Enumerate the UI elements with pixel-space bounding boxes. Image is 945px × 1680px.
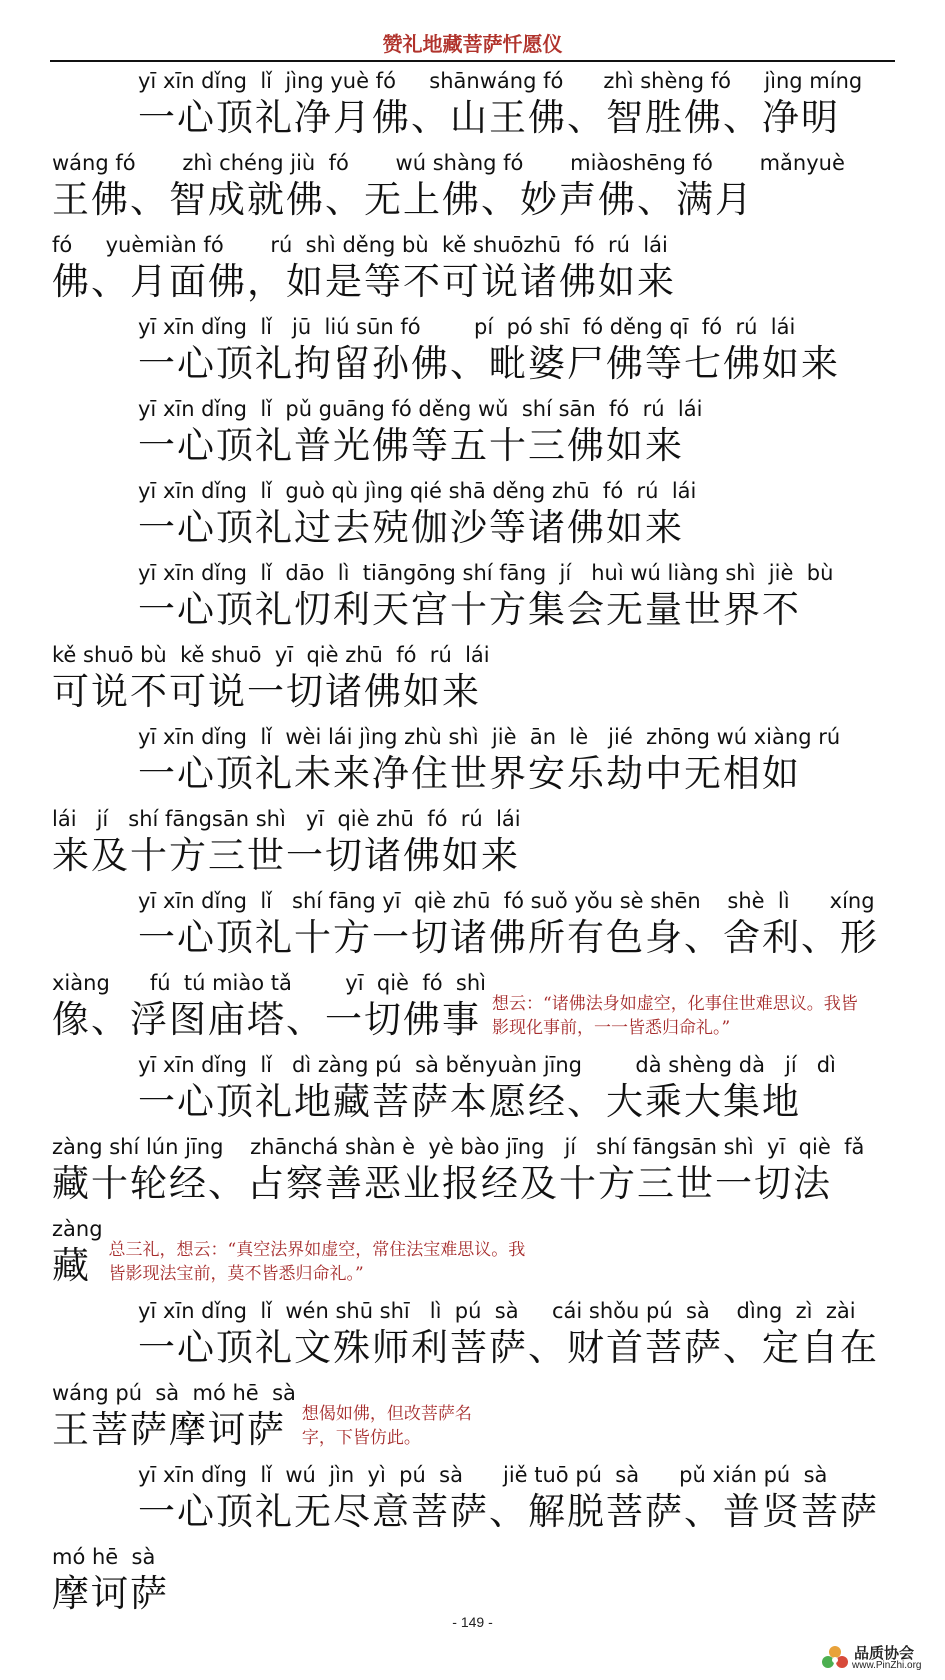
verse-segment <box>52 1214 103 1288</box>
verse-line <box>52 230 897 312</box>
hanzi-line: 一心顶礼十方一切诸佛所有色身、舍利、形 <box>138 916 879 959</box>
sutra-text-body <box>52 66 897 1624</box>
hanzi-line: 一心顶礼净月佛、山王佛、智胜佛、净明 <box>138 96 840 139</box>
verse-line <box>52 1542 897 1624</box>
hanzi-line: 一心顶礼忉利天宫十方集会无量世界不 <box>138 588 801 631</box>
watermark-name: 品质协会 <box>854 1644 915 1662</box>
verse-segment <box>138 722 840 796</box>
verse-line <box>52 558 897 640</box>
verse-segment <box>52 1378 296 1452</box>
pinyin-line: zàng <box>52 1217 103 1241</box>
hanzi-line: 像、浮图庙塔、一切佛事 <box>52 998 481 1041</box>
hanzi-line: 一心顶礼过去殑伽沙等诸佛如来 <box>138 506 684 549</box>
verse-segment <box>52 230 676 304</box>
verse-line <box>52 722 897 804</box>
verse-line <box>52 1132 897 1214</box>
pinyin-line: zàng shí lún jīng zhānchá shàn è yè bào jīng jí shí fāngsān shì yī qiè fǎ <box>52 1135 865 1159</box>
hanzi-line: 可说不可说一切诸佛如来 <box>52 670 481 713</box>
hanzi-line: 一心顶礼文殊师利菩萨、财首菩萨、定自在 <box>138 1326 879 1369</box>
hanzi-line: 摩诃萨 <box>52 1572 169 1615</box>
verse-line <box>52 394 897 476</box>
pinyin-line: wáng fó zhì chéng jiù fó wú shàng fó miàoshēng fó mǎnyuè <box>52 151 845 175</box>
pinyin-line: mó hē sà <box>52 1545 156 1569</box>
verse-segment <box>138 558 833 632</box>
header-divider <box>50 60 895 62</box>
pinyin-line: lái jí shí fāngsān shì yī qiè zhū fó rú lái <box>52 807 521 831</box>
pinyin-line: yī xīn dǐng lǐ wèi lái jìng zhù shì jiè ān lè jié zhōng wú xiàng rú <box>138 725 841 749</box>
hanzi-line: 来及十方三世一切诸佛如来 <box>52 834 520 877</box>
verse-line <box>52 1378 897 1460</box>
hanzi-line: 一心顶礼无尽意菩萨、解脱菩萨、普贤菩萨 <box>138 1490 879 1533</box>
verse-segment <box>52 968 486 1042</box>
verse-segment <box>138 1296 879 1370</box>
pinyin-line: yī xīn dǐng lǐ jū liú sūn fó pí pó shī fó děng qī fó rú lái <box>138 315 796 339</box>
verse-segment <box>138 66 862 140</box>
verse-line <box>52 1296 897 1378</box>
verse-line <box>52 640 897 722</box>
hanzi-line: 一心顶礼拘留孙佛、毗婆尸佛等七佛如来 <box>138 342 840 385</box>
visualization-note: 总三礼，想云：“真空法界如虚空，常住法宝难思议。我皆影现法宝前，莫不皆悉归命礼。” <box>108 1240 526 1284</box>
verse-segment <box>52 804 521 878</box>
pinyin-line: yī xīn dǐng lǐ shí fāng yī qiè zhū fó suǒ yǒu sè shēn shè lì xíng <box>138 889 875 913</box>
hanzi-line: 一心顶礼地藏菩萨本愿经、大乘大集地 <box>138 1080 801 1123</box>
pinyin-line: yī xīn dǐng lǐ guò qù jìng qié shā děng zhū fó rú lái <box>138 479 697 503</box>
verse-line <box>52 1214 897 1296</box>
pinyin-line: yī xīn dǐng lǐ pǔ guāng fó děng wǔ shí sān fó rú lái <box>138 397 703 421</box>
verse-line <box>52 804 897 886</box>
hanzi-line: 王菩萨摩诃萨 <box>52 1408 286 1451</box>
verse-line <box>52 312 897 394</box>
verse-segment <box>138 476 696 550</box>
verse-segment <box>138 886 879 960</box>
pinyin-line: xiàng fú tú miào tǎ yī qiè fó shì <box>52 971 487 995</box>
watermark-url: www.PinZhi.org <box>852 1660 922 1671</box>
verse-segment <box>138 1050 836 1124</box>
pinyin-line: kě shuō bù kě shuō yī qiè zhū fó rú lái <box>52 643 490 667</box>
verse-segment <box>138 1460 879 1534</box>
hanzi-line: 一心顶礼未来净住世界安乐劫中无相如 <box>138 752 801 795</box>
verse-line <box>52 476 897 558</box>
verse-line <box>52 1460 897 1542</box>
verse-segment <box>52 640 490 714</box>
verse-segment <box>138 312 840 386</box>
hanzi-line: 王佛、智成就佛、无上佛、妙声佛、满月 <box>52 178 754 221</box>
verse-line <box>52 66 897 148</box>
visualization-note: 想云：“诸佛法身如虚空，化事住世难思议。我皆影现化事前，一一皆悉归命礼。” <box>492 994 858 1038</box>
pinyin-line: yī xīn dǐng lǐ wén shū shī lì pú sà cái shǒu pú sà dìng zì zài <box>138 1299 856 1323</box>
visualization-note: 想偈如佛，但改菩萨名字，下皆仿此。 <box>301 1404 472 1448</box>
pinyin-line: yī xīn dǐng lǐ dì zàng pú sà běnyuàn jīng dà shèng dà jí dì <box>138 1053 836 1077</box>
flower-logo-icon <box>820 1644 850 1674</box>
verse-segment <box>52 1542 169 1616</box>
page-number: - 149 - <box>452 1614 493 1630</box>
pinyin-line: yī xīn dǐng lǐ jìng yuè fó shānwáng fó zhì shèng fó jìng míng <box>138 69 863 93</box>
watermark-logo <box>820 1640 940 1676</box>
hanzi-line: 藏 <box>52 1244 91 1287</box>
pinyin-line: yī xīn dǐng lǐ wú jìn yì pú sà jiě tuō pú sà pǔ xián pú sà <box>138 1463 828 1487</box>
verse-line <box>52 148 897 230</box>
verse-segment <box>138 394 702 468</box>
verse-line <box>52 886 897 968</box>
hanzi-line: 佛、月面佛，如是等不可说诸佛如来 <box>52 260 676 303</box>
hanzi-line: 藏十轮经、占察善恶业报经及十方三世一切法 <box>52 1162 832 1205</box>
pinyin-line: fó yuèmiàn fó rú shì děng bù kě shuōzhū fó rú lái <box>52 233 668 257</box>
hanzi-line: 一心顶礼普光佛等五十三佛如来 <box>138 424 684 467</box>
page-header-title: 赞礼地藏菩萨忏愿仪 <box>382 32 563 56</box>
verse-line <box>52 1050 897 1132</box>
verse-segment <box>52 1132 864 1206</box>
verse-segment <box>52 148 845 222</box>
pinyin-line: wáng pú sà mó hē sà <box>52 1381 296 1405</box>
verse-line <box>52 968 897 1050</box>
pinyin-line: yī xīn dǐng lǐ dāo lì tiāngōng shí fāng jí huì wú liàng shì jiè bù <box>138 561 834 585</box>
